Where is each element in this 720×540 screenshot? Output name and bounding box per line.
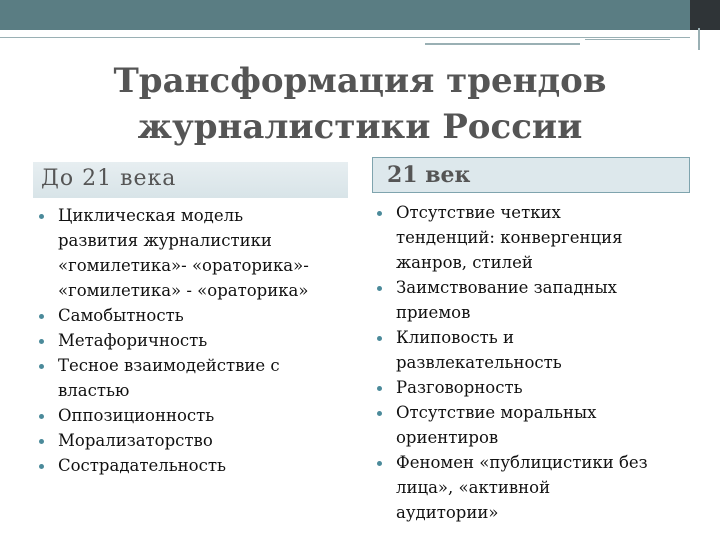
list-item: Отсутствие четких тенденций: конвергенция жанров, стилей <box>370 200 690 275</box>
bullet-icon <box>377 386 382 391</box>
list-item: Сострадательность <box>32 453 352 478</box>
right-column-header <box>372 157 690 193</box>
title-line-1: Трансформация трендов <box>113 61 607 101</box>
left-header-label: До 21 века <box>41 166 177 191</box>
list-item: Циклическая модель развития журналистики «гомилетика»- «ораторика»- «гомилетика» - «ораторика» <box>32 203 352 303</box>
bullet-icon <box>39 414 44 419</box>
divider-line <box>0 37 690 38</box>
right-header-label: 21 век <box>387 162 471 188</box>
bullet-icon <box>377 411 382 416</box>
list-item: Разговорность <box>370 375 690 400</box>
top-teal-band <box>0 0 690 30</box>
bullet-icon <box>39 339 44 344</box>
bullet-icon <box>39 464 44 469</box>
list-item: Тесное взаимодействие с властью <box>32 353 352 403</box>
slide-title <box>90 58 630 150</box>
list-item: Морализаторство <box>32 428 352 453</box>
bullet-icon <box>39 439 44 444</box>
list-item: Оппозиционность <box>32 403 352 428</box>
list-item: Заимствование западных приемов <box>370 275 690 325</box>
list-item: Отсутствие моральных ориентиров <box>370 400 690 450</box>
top-corner-block <box>690 0 720 30</box>
bullet-icon <box>39 214 44 219</box>
bullet-icon <box>377 211 382 216</box>
right-bullet-list <box>370 200 690 525</box>
bullet-icon <box>377 336 382 341</box>
list-item: Метафоричность <box>32 328 352 353</box>
left-bullet-list <box>32 203 352 478</box>
bullet-icon <box>39 364 44 369</box>
title-line-2: журналистики России <box>137 107 583 147</box>
list-item: Самобытность <box>32 303 352 328</box>
bullet-icon <box>39 314 44 319</box>
divider-short-line-2 <box>585 39 670 40</box>
top-decoration-bar <box>0 0 720 30</box>
list-item: Клиповость и развлекательность <box>370 325 690 375</box>
bullet-icon <box>377 461 382 466</box>
left-column-header <box>33 162 348 198</box>
divider-vertical-line <box>698 28 700 50</box>
bullet-icon <box>377 286 382 291</box>
divider-short-line <box>425 43 580 45</box>
list-item: Феномен «публицистики без лица», «активной аудитории» <box>370 450 690 525</box>
